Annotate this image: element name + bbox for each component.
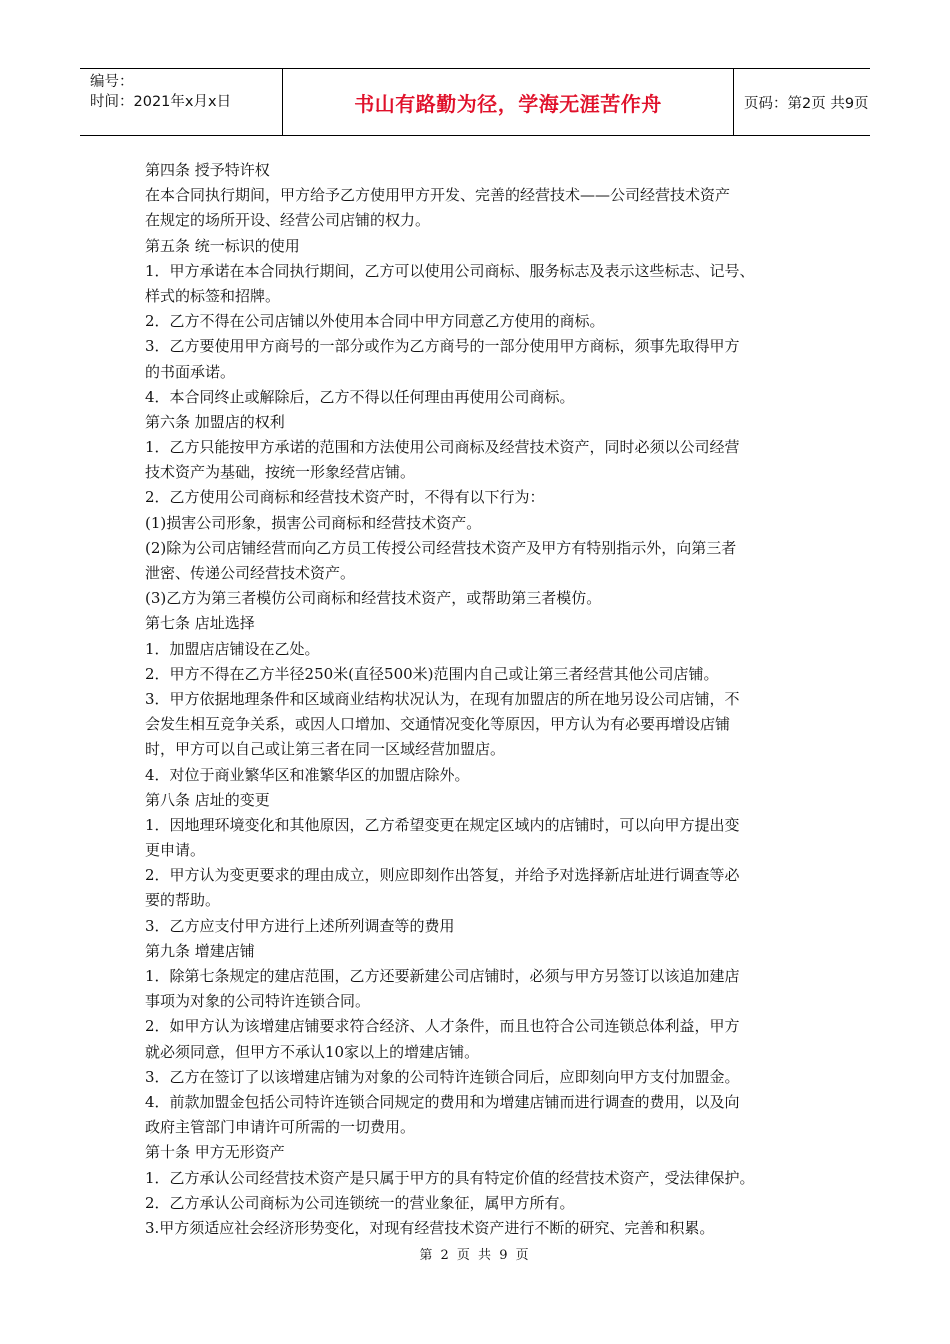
text-line: 2．乙方承认公司商标为公司连锁统一的营业象征，属甲方所有。 — [145, 1193, 575, 1212]
text-line: 的书面承诺。 — [145, 362, 236, 381]
text-line: 泄密、传递公司经营技术资产。 — [145, 564, 356, 582]
page-header — [80, 68, 870, 136]
text-line: 2．甲方不得在乙方半径250米(直径500米)范围内自己或让第三者经营其他公司店铺。 — [145, 664, 719, 683]
text-line: 第八条 店址的变更 — [145, 790, 270, 809]
header-info-cell — [80, 69, 282, 135]
text-line: (3)乙方为第三者模仿公司商标和经营技术资产，或帮助第三者模仿。 — [145, 589, 602, 608]
header-motto: 书山有路勤为径，学海无涯苦作舟 — [282, 69, 734, 135]
text-line: 会发生相互竞争关系，或因人口增加、交通情况变化等原因，甲方认为有必要再增设店铺 — [145, 715, 731, 734]
header-page-number: 页码：第2页 共9页 — [744, 95, 869, 112]
text-line: 样式的标签和招牌。 — [145, 286, 281, 305]
text-line: 3．乙方在签订了以该增建店铺为对象的公司特许连锁合同后，应即刻向甲方支付加盟金。 — [145, 1067, 740, 1086]
document-time-label: 时间：2021年x月x日 — [90, 94, 232, 110]
text-line: 第四条 授予特许权 — [145, 161, 270, 179]
text-line: 2．甲方认为变更要求的理由成立，则应即刻作出答复，并给予对选择新店址进行调查等必 — [145, 866, 740, 885]
text-line: 技术资产为基础，按统一形象经营店铺。 — [145, 463, 416, 482]
text-line: 4．前款加盟金包括公司特许连锁合同规定的费用和为增建店铺而进行调查的费用，以及向 — [145, 1092, 740, 1111]
text-line: 事项为对象的公司特许连锁合同。 — [145, 992, 371, 1011]
document-number-label: 编号： — [90, 74, 134, 90]
page-footer: 第 2 页 共 9 页 — [419, 1248, 531, 1263]
text-line: 3．乙方要使用甲方商号的一部分或作为乙方商号的一部分使用甲方商标，须事先取得甲方 — [145, 337, 740, 356]
text-line: 2．乙方使用公司商标和经营技术资产时，不得有以下行为： — [145, 488, 545, 507]
text-line: 3.甲方须适应社会经济形势变化，对现有经营技术资产进行不断的研究、完善和积累。 — [145, 1218, 715, 1237]
text-line: 3．乙方应支付甲方进行上述所列调查等的费用 — [145, 916, 455, 935]
text-line: 第九条 增建店铺 — [145, 941, 255, 960]
text-line: 1．除第七条规定的建店范围，乙方还要新建公司店铺时，必须与甲方另签订以该追加建店 — [145, 967, 740, 985]
text-line: 1．乙方承认公司经营技术资产是只属于甲方的具有特定价值的经营技术资产，受法律保护。 — [145, 1168, 755, 1187]
text-line: 第十条 甲方无形资产 — [145, 1143, 285, 1162]
contract-body — [145, 158, 820, 1241]
text-line: 4．本合同终止或解除后，乙方不得以任何理由再使用公司商标。 — [145, 387, 575, 406]
text-line: 第五条 统一标识的使用 — [145, 236, 300, 255]
text-line: 2．乙方不得在公司店铺以外使用本合同中甲方同意乙方使用的商标。 — [145, 312, 605, 331]
text-line: 更申请。 — [145, 841, 206, 860]
text-line: 4．对位于商业繁华区和准繁华区的加盟店除外。 — [145, 765, 470, 784]
text-line: 时，甲方可以自己或让第三者在同一区域经营加盟店。 — [145, 740, 506, 759]
text-line: 1．因地理环境变化和其他原因，乙方希望变更在规定区域内的店铺时，可以向甲方提出变 — [145, 815, 740, 834]
text-line: 3．甲方依据地理条件和区域商业结构状况认为，在现有加盟店的所在地另设公司店铺，不 — [145, 689, 740, 708]
text-line: 就必须同意，但甲方不承认10家以上的增建店铺。 — [145, 1042, 480, 1061]
text-line: 1．甲方承诺在本合同执行期间，乙方可以使用公司商标、服务标志及表示这些标志、记号、 — [145, 261, 755, 280]
text-line: 第六条 加盟店的权利 — [145, 412, 285, 431]
text-line: 要的帮助。 — [145, 891, 221, 910]
text-line: 1．乙方只能按甲方承诺的范围和方法使用公司商标及经营技术资产，同时必须以公司经营 — [145, 438, 740, 457]
text-line: 在规定的场所开设、经营公司店铺的权力。 — [145, 211, 431, 230]
text-line: 政府主管部门申请许可所需的一切费用。 — [145, 1118, 416, 1137]
text-line: 1．加盟店店铺设在乙处。 — [145, 639, 320, 658]
text-line: (1)损害公司形象，损害公司商标和经营技术资产。 — [145, 513, 482, 532]
text-line: 2．如甲方认为该增建店铺要求符合经济、人才条件，而且也符合公司连锁总体利益，甲方 — [145, 1017, 740, 1036]
text-line: 在本合同执行期间，甲方给予乙方使用甲方开发、完善的经营技术——公司经营技术资产 — [145, 186, 731, 205]
text-line: (2)除为公司店铺经营而向乙方员工传授公司经营技术资产及甲方有特别指示外，向第三者 — [145, 538, 737, 557]
text-line: 第七条 店址选择 — [145, 614, 255, 633]
